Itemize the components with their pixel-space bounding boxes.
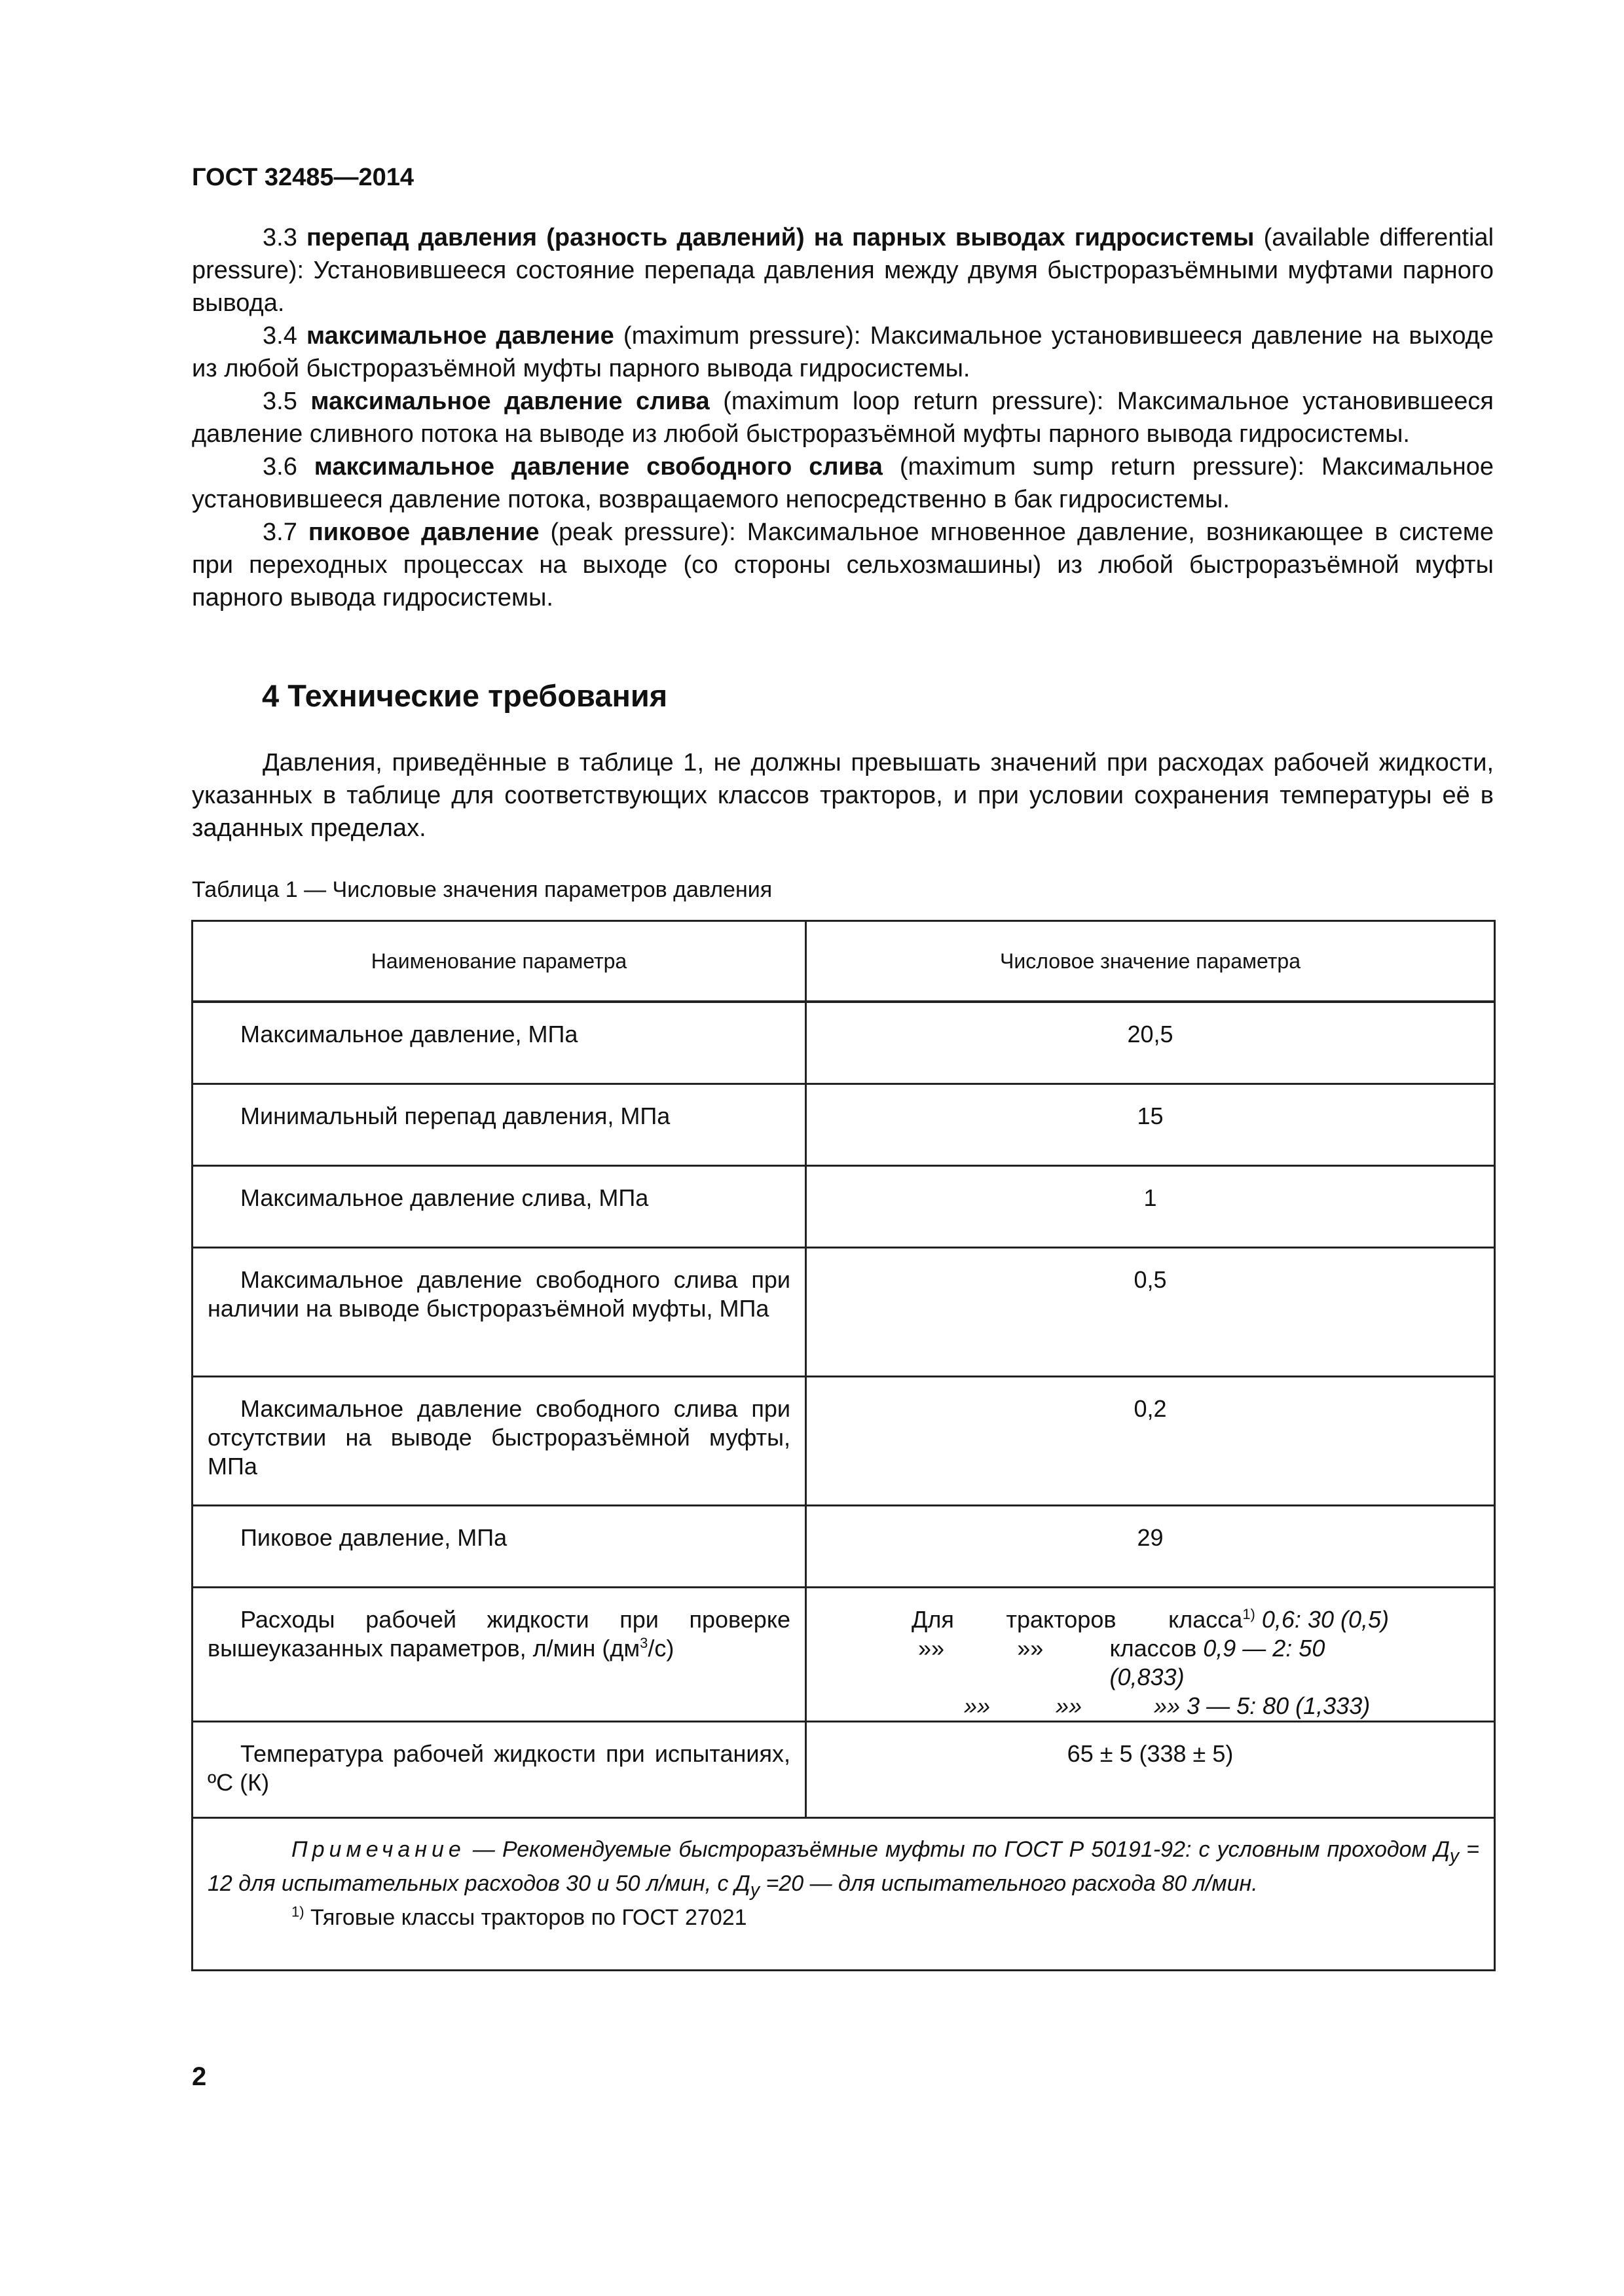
table-header-row	[193, 921, 1495, 1002]
flow-value: 0,9 — 2: 50 (0,833)	[1109, 1635, 1325, 1690]
definitions-block	[192, 221, 1494, 614]
flow-name-sup: 3	[640, 1635, 648, 1651]
page-number: 2	[192, 2062, 207, 2091]
parameters-table	[191, 920, 1496, 1971]
definition-3-3	[192, 221, 1494, 319]
definition-3-6	[192, 450, 1494, 516]
column-header-parameter: Наименование параметра	[193, 921, 806, 1002]
ditto-mark: »»	[1017, 1635, 1044, 1662]
note-text-part: =20 — для испытательного расхода 80 л/мин.	[760, 1870, 1258, 1896]
parameter-name-text: Пиковое давление, МПа	[240, 1524, 507, 1551]
parameter-name	[193, 1506, 806, 1588]
table-row-temperature	[193, 1722, 1495, 1818]
definition-text: (peak pressure): Максимальное мгновенное давление, возникающее в системе при переходных процессах на выходе (со стороны сельхозмашины) из любой быстроразъёмной муфты парного вывода гидросистемы.	[192, 519, 1494, 611]
table-row	[193, 1002, 1495, 1084]
definition-3-4	[192, 319, 1494, 385]
definition-number: 3.7	[263, 519, 308, 546]
parameter-name-text: Температура рабочей жидкости при испытаниях, ºС (К)	[208, 1740, 790, 1796]
footnote-text: Тяговые классы тракторов по ГОСТ 27021	[304, 1904, 747, 1930]
parameter-name-text: Максимальное давление свободного слива при наличии на выводе быстроразъёмной муфты, МПа	[208, 1266, 790, 1322]
table-row	[193, 1506, 1495, 1588]
flow-class-value	[1110, 1634, 1390, 1692]
flow-line-2	[912, 1634, 1389, 1692]
ditto-mark: »»	[918, 1635, 945, 1662]
parameter-value: 15	[806, 1084, 1495, 1166]
definition-text: (maximum loop return pressure): Максимальное установившееся давление сливного потока на выводе из любой быстроразъёмной муфты парного вывода гидросистемы.	[192, 388, 1494, 448]
definition-term: максимальное давление	[306, 322, 614, 350]
table-note-row	[193, 1818, 1495, 1971]
parameter-name-text: Максимальное давление слива, МПа	[240, 1184, 649, 1211]
parameter-name-text: Максимальное давление свободного слива при отсутствии на выводе быстроразъёмной муфты, МПа	[208, 1395, 790, 1480]
note-text	[208, 1836, 1479, 1904]
parameter-name	[193, 1248, 806, 1377]
parameter-name	[193, 1377, 806, 1506]
note-subscript: у	[1449, 1845, 1460, 1867]
parameter-name-text: Максимальное давление, МПа	[240, 1021, 578, 1048]
flow-line-3	[912, 1692, 1389, 1721]
footnote-mark: 1)	[291, 1903, 304, 1920]
table-row-flow	[193, 1588, 1495, 1722]
note-text-part: = 12 для испытательных расходов 30 и 50 л/мин, с Д	[208, 1837, 1479, 1896]
flow-class-value	[1168, 1605, 1389, 1634]
parameter-value: 0,5	[806, 1248, 1495, 1377]
flow-name-text: Расходы рабочей жидкости при проверке вышеуказанных параметров, л/мин (дм	[208, 1606, 790, 1662]
section-heading: 4 Технические требования	[262, 678, 668, 713]
definition-term: перепад давления (разность давлений) на парных выводах гидросистемы	[306, 224, 1255, 251]
document-code: ГОСТ 32485—2014	[192, 164, 415, 191]
flow-values	[806, 1588, 1495, 1722]
definition-number: 3.3	[263, 224, 306, 251]
definition-number: 3.4	[263, 322, 306, 350]
flow-word: класса	[1168, 1606, 1243, 1633]
table-caption: Таблица 1 — Числовые значения параметров давления	[192, 877, 773, 902]
footnote	[291, 1904, 1479, 1931]
table-note	[193, 1818, 1495, 1971]
definition-text: (maximum sump return pressure): Максимальное установившееся давление потока, возвращаемого непосредственно в бак гидросистемы.	[192, 453, 1494, 513]
table-row	[193, 1084, 1495, 1166]
definition-text: (available differential pressure): Установившееся состояние перепада давления между двумя быстроразъёмными муфтами парного вывода.	[192, 224, 1494, 317]
parameter-name-text: Минимальный перепад давления, МПа	[240, 1102, 671, 1129]
flow-word: Для	[912, 1606, 954, 1633]
column-header-value: Числовое значение параметра	[806, 921, 1495, 1002]
flow-value: »» 3 — 5: 80 (1,333)	[1154, 1692, 1371, 1719]
note-subscript: у	[750, 1879, 760, 1901]
ditto-mark: »»	[964, 1692, 991, 1719]
footnote-mark: 1)	[1242, 1606, 1255, 1622]
note-text-part: — Рекомендуемые быстроразъёмные муфты по ГОСТ Р 50191-92: с условным проходом Д	[465, 1837, 1450, 1862]
parameter-value: 1	[806, 1166, 1495, 1248]
definition-number: 3.6	[263, 453, 314, 481]
parameter-value: 65 ± 5 (338 ± 5)	[806, 1722, 1495, 1818]
definition-term: максимальное давление свободного слива	[314, 453, 883, 481]
table-row	[193, 1377, 1495, 1506]
parameter-name	[193, 1084, 806, 1166]
parameter-value: 20,5	[806, 1002, 1495, 1084]
parameter-name	[193, 1722, 806, 1818]
ditto-mark: »»	[1056, 1692, 1082, 1719]
parameter-name	[193, 1002, 806, 1084]
section-intro	[192, 746, 1494, 845]
definition-3-7	[192, 516, 1494, 614]
flow-line-1	[912, 1605, 1389, 1634]
flow-word: тракторов	[1006, 1606, 1116, 1633]
flow-value: 0,6: 30 (0,5)	[1255, 1606, 1389, 1633]
parameter-value: 0,2	[806, 1377, 1495, 1506]
intro-paragraph: Давления, приведённые в таблице 1, не должны превышать значений при расходах рабочей жидкости, указанных в таблице для соответствующих классов тракторов, и при условии сохранения температуры её в заданных пределах.	[192, 749, 1494, 842]
table-row	[193, 1166, 1495, 1248]
flow-word: классов	[1109, 1635, 1197, 1662]
parameter-name	[193, 1166, 806, 1248]
flow-name-unit: /с)	[648, 1635, 674, 1662]
definition-number: 3.5	[263, 388, 311, 415]
parameter-value: 29	[806, 1506, 1495, 1588]
parameter-name	[193, 1588, 806, 1722]
definition-3-5	[192, 385, 1494, 450]
table-row	[193, 1248, 1495, 1377]
definition-text: (maximum pressure): Максимальное установившееся давление на выходе из любой быстроразъёмной муфты парного вывода гидросистемы.	[192, 322, 1494, 382]
note-label: Примечание	[291, 1837, 466, 1862]
definition-term: пиковое давление	[308, 519, 540, 546]
definition-term: максимальное давление слива	[310, 388, 710, 415]
